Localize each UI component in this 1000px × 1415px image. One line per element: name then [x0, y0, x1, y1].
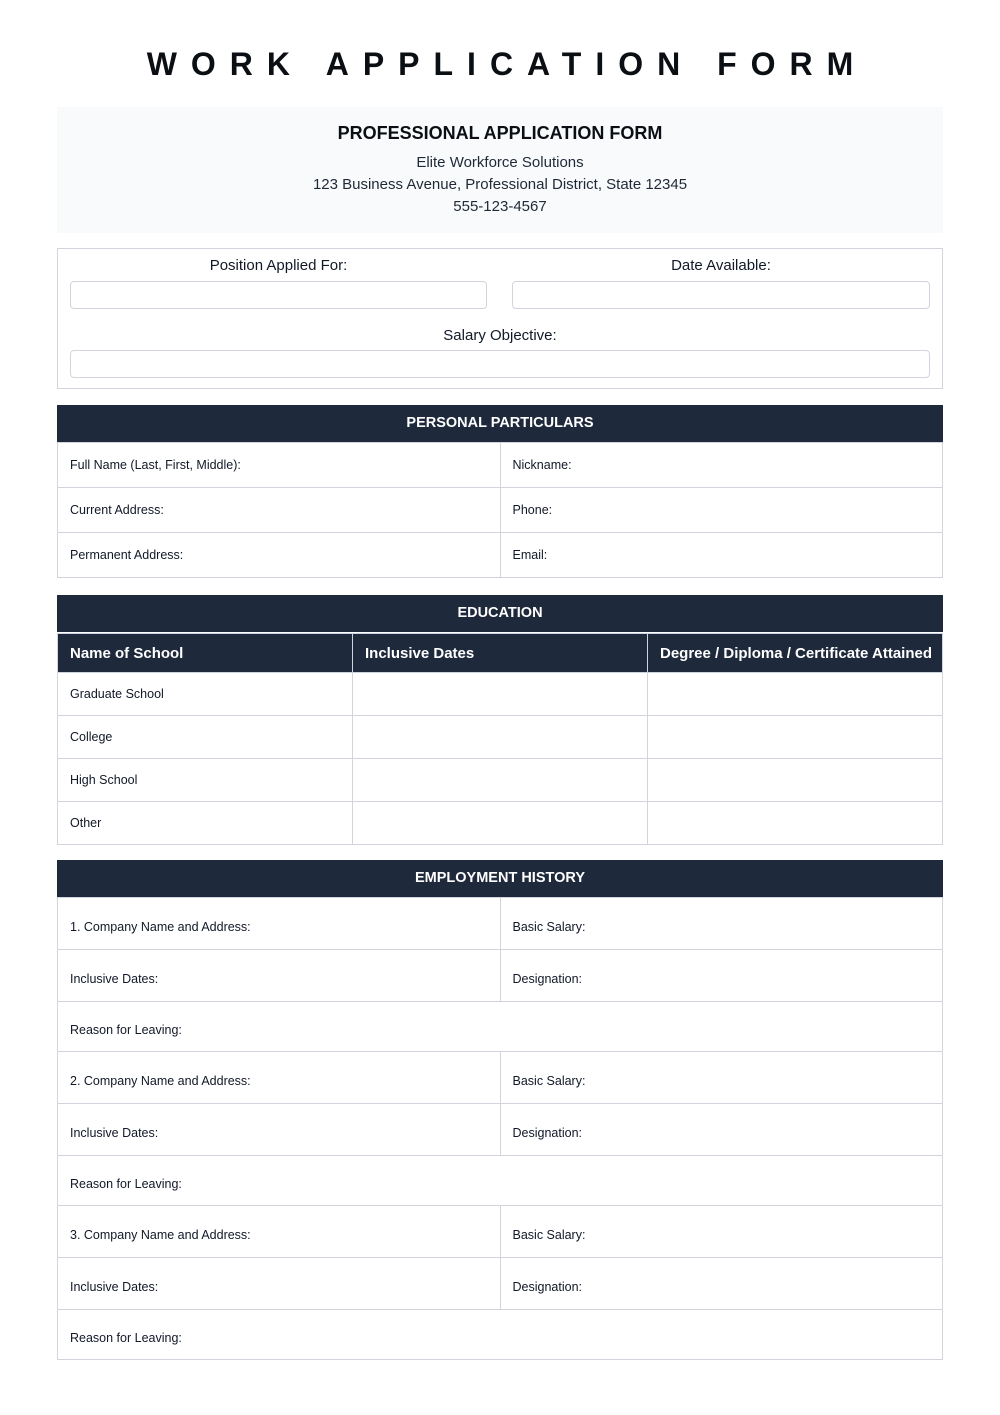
degree-cell[interactable]	[648, 802, 943, 845]
column-header-school: Name of School	[58, 634, 353, 673]
school-level-cell: Graduate School	[58, 673, 353, 716]
degree-cell[interactable]	[648, 673, 943, 716]
reason-for-leaving-field[interactable]: Reason for Leaving:	[58, 1156, 943, 1206]
table-row	[58, 1156, 943, 1206]
table-row	[58, 1310, 943, 1360]
basic-salary-field[interactable]: Basic Salary:	[500, 1206, 943, 1258]
reason-for-leaving-field[interactable]: Reason for Leaving:	[58, 1002, 943, 1052]
dates-cell[interactable]	[353, 673, 648, 716]
email-field[interactable]: Email:	[500, 533, 943, 578]
degree-cell[interactable]	[648, 716, 943, 759]
table-row	[58, 1002, 943, 1052]
table-row	[58, 488, 943, 533]
school-level-cell: High School	[58, 759, 353, 802]
phone-field[interactable]: Phone:	[500, 488, 943, 533]
current-address-field[interactable]: Current Address:	[58, 488, 501, 533]
school-level-cell: College	[58, 716, 353, 759]
basic-salary-field[interactable]: Basic Salary:	[500, 898, 943, 950]
table-row	[58, 759, 943, 802]
school-level-cell: Other	[58, 802, 353, 845]
inclusive-dates-field[interactable]: Inclusive Dates:	[58, 950, 501, 1002]
education-table	[57, 633, 943, 845]
inclusive-dates-field[interactable]: Inclusive Dates:	[58, 1104, 501, 1156]
permanent-address-field[interactable]: Permanent Address:	[58, 533, 501, 578]
table-row	[58, 802, 943, 845]
column-header-degree: Degree / Diploma / Certificate Attained	[648, 634, 943, 673]
company-field[interactable]: 1. Company Name and Address:	[58, 898, 501, 950]
salary-objective-label: Salary Objective:	[443, 327, 557, 344]
personal-particulars-table	[57, 442, 943, 578]
company-address: 123 Business Avenue, Professional District, State 12345	[312, 176, 688, 193]
table-row	[58, 950, 943, 1002]
degree-cell[interactable]	[648, 759, 943, 802]
company-field[interactable]: 3. Company Name and Address:	[58, 1206, 501, 1258]
column-header-dates: Inclusive Dates	[353, 634, 648, 673]
company-field[interactable]: 2. Company Name and Address:	[58, 1052, 501, 1104]
designation-field[interactable]: Designation:	[500, 1104, 943, 1156]
company-name: Elite Workforce Solutions	[416, 154, 584, 171]
table-row	[58, 443, 943, 488]
reason-for-leaving-field[interactable]: Reason for Leaving:	[58, 1310, 943, 1360]
date-available-label: Date Available:	[671, 257, 771, 274]
designation-field[interactable]: Designation:	[500, 950, 943, 1002]
table-row	[58, 716, 943, 759]
form-name: PROFESSIONAL APPLICATION FORM	[337, 123, 663, 143]
position-applied-label: Position Applied For:	[209, 257, 348, 274]
personal-particulars-header: PERSONAL PARTICULARS	[57, 405, 943, 442]
basic-salary-field[interactable]: Basic Salary:	[500, 1052, 943, 1104]
dates-cell[interactable]	[353, 716, 648, 759]
inclusive-dates-field[interactable]: Inclusive Dates:	[58, 1258, 501, 1310]
full-name-field[interactable]: Full Name (Last, First, Middle):	[58, 443, 501, 488]
nickname-field[interactable]: Nickname:	[500, 443, 943, 488]
table-row	[58, 533, 943, 578]
dates-cell[interactable]	[353, 759, 648, 802]
dates-cell[interactable]	[353, 802, 648, 845]
table-row	[58, 1258, 943, 1310]
education-header: EDUCATION	[57, 595, 943, 632]
employment-history-header: EMPLOYMENT HISTORY	[57, 860, 943, 897]
position-applied-input[interactable]	[70, 281, 487, 309]
table-header-row	[58, 634, 943, 673]
table-row	[58, 1052, 943, 1104]
designation-field[interactable]: Designation:	[500, 1258, 943, 1310]
table-row	[58, 898, 943, 950]
table-row	[58, 673, 943, 716]
table-row	[58, 1206, 943, 1258]
table-row	[58, 1104, 943, 1156]
employment-history-table	[57, 897, 943, 1360]
date-available-input[interactable]	[512, 281, 930, 309]
position-panel	[57, 248, 943, 389]
company-info-panel	[57, 107, 943, 233]
page-title: WORK APPLICATION FORM	[146, 46, 868, 82]
salary-objective-input[interactable]	[70, 350, 930, 378]
company-phone: 555-123-4567	[453, 198, 547, 215]
